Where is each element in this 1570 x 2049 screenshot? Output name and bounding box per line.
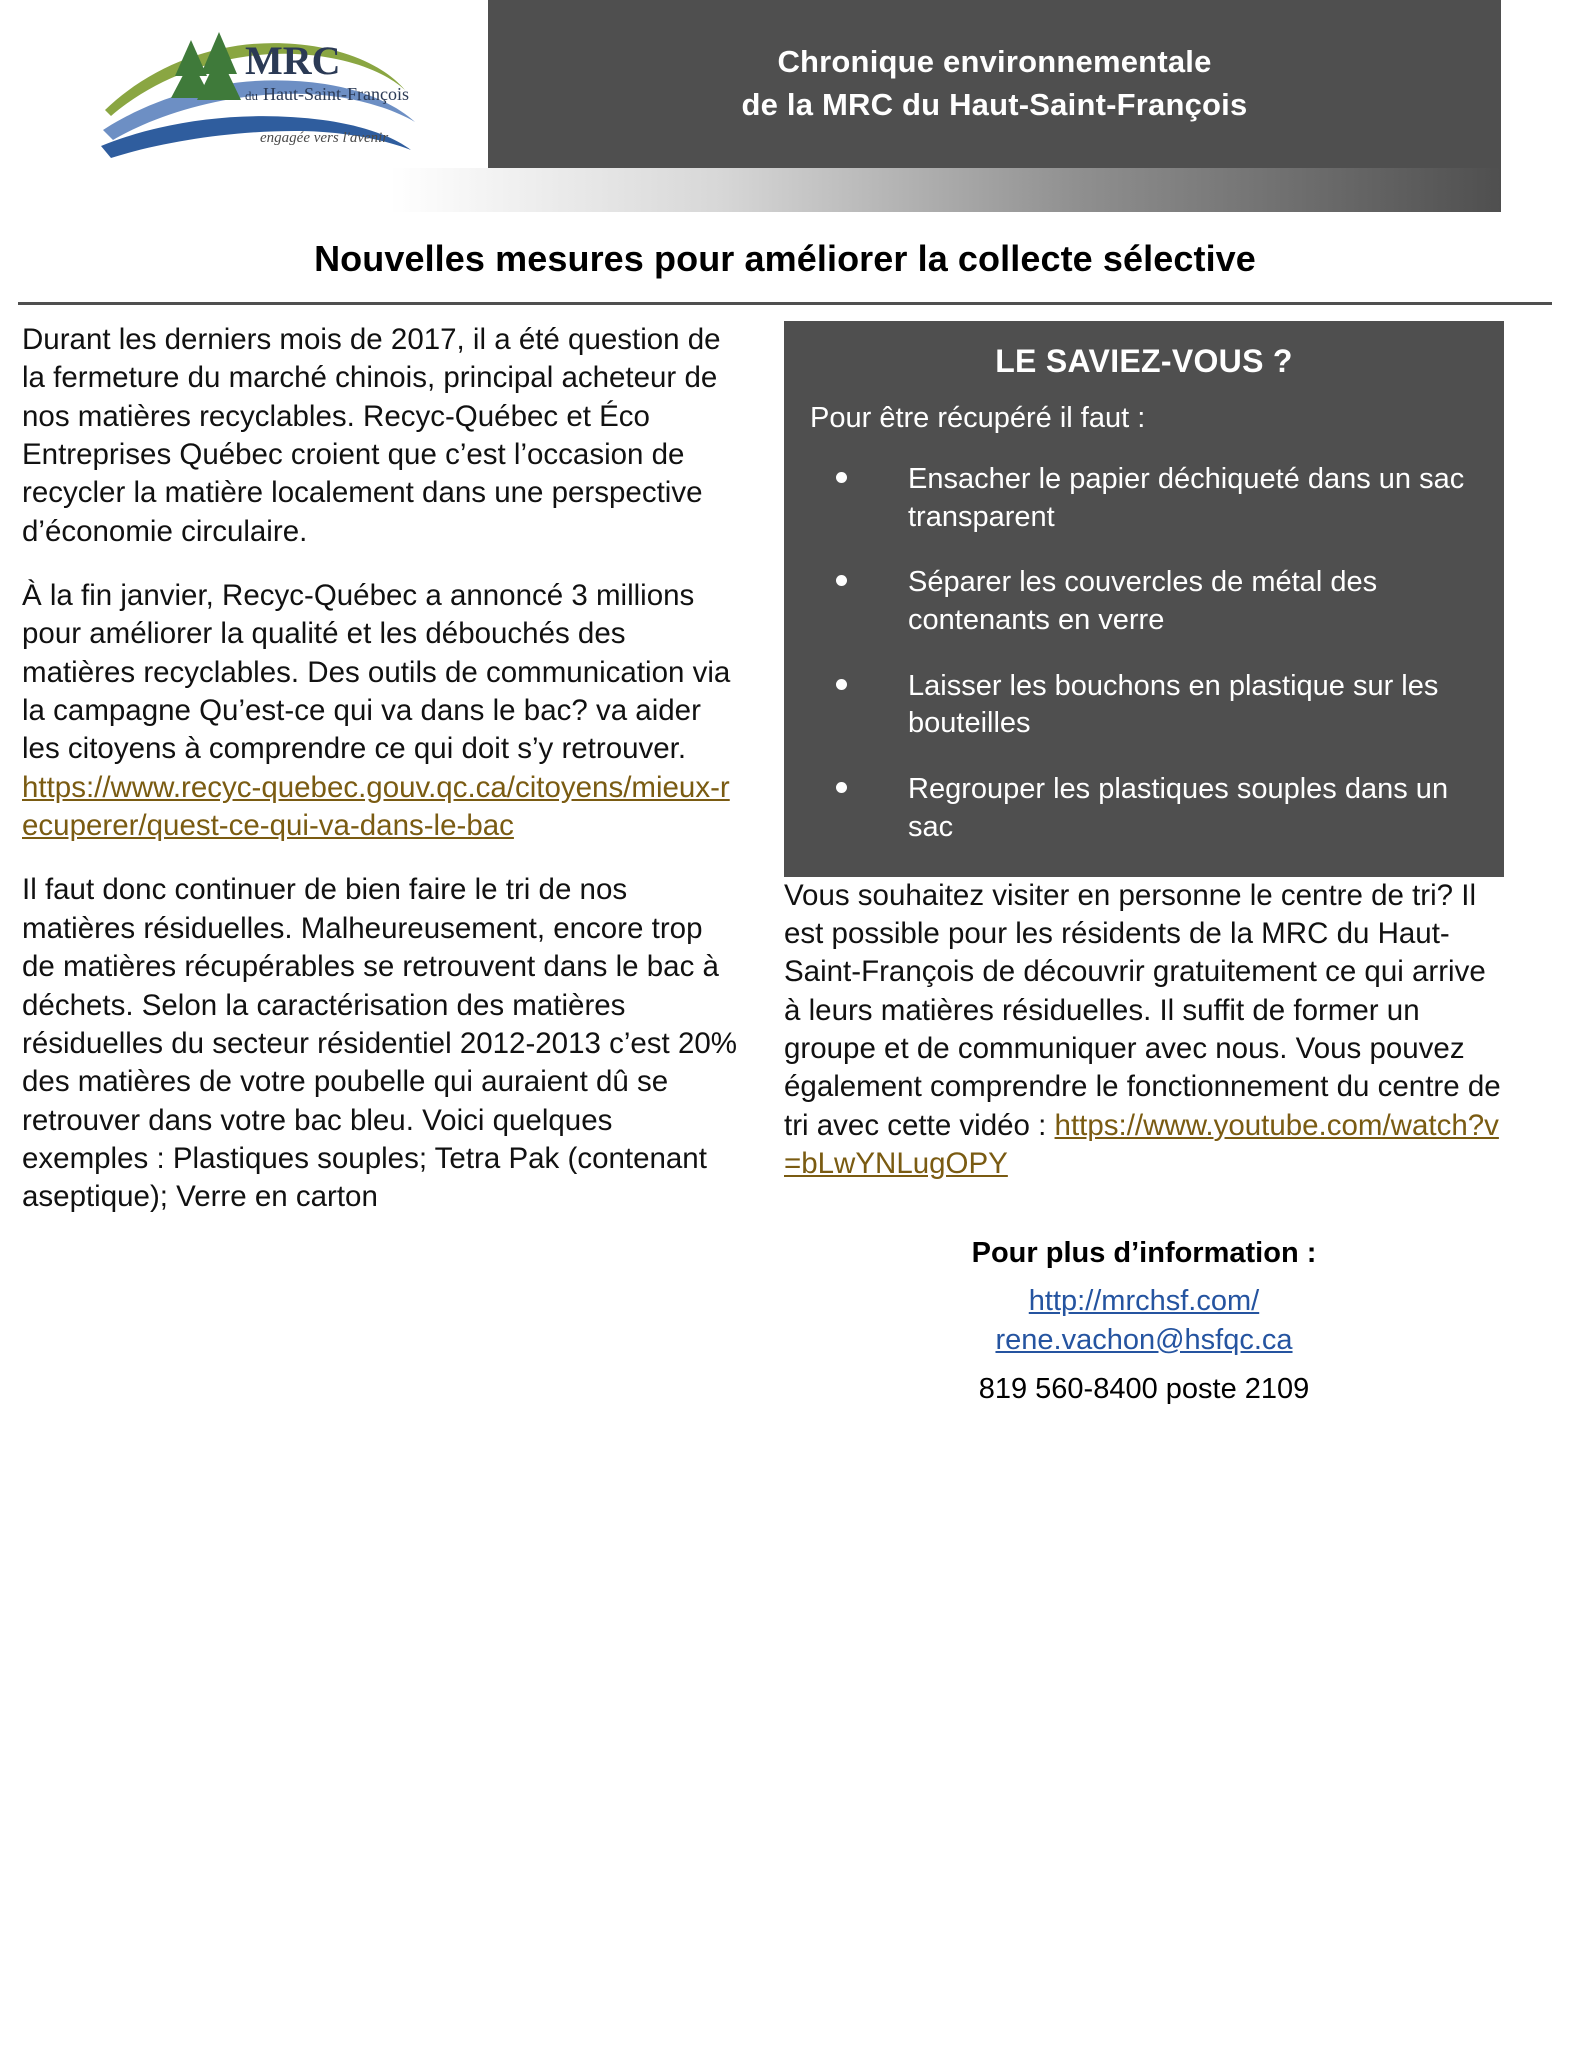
svg-text:Haut-Saint-François: Haut-Saint-François xyxy=(263,84,409,104)
recyc-quebec-link[interactable]: https://www.recyc-quebec.gouv.qc.ca/citoyens/mieux-recuperer/quest-ce-qui-va-dans-le-bac xyxy=(22,770,730,843)
right-paragraph-1 xyxy=(784,877,1504,1184)
svg-text:MRC: MRC xyxy=(245,38,341,83)
svg-text:engagée vers l'avenir: engagée vers l'avenir xyxy=(260,130,389,146)
mrchsf-website-link[interactable]: http://mrchsf.com/ xyxy=(1028,1285,1260,1318)
right-column xyxy=(784,321,1504,1406)
mrc-logo xyxy=(95,18,425,168)
svg-text:du: du xyxy=(245,88,258,103)
header-title xyxy=(742,41,1248,127)
header-title-line2: de la MRC du Haut-Saint-François xyxy=(741,87,1248,122)
bullet-icon xyxy=(836,679,847,690)
phone-number: 819 560-8400 poste 2109 xyxy=(978,1372,1310,1405)
more-info-links xyxy=(784,1282,1504,1359)
header-title-line1: Chronique environnementale xyxy=(777,44,1212,80)
bullet-icon xyxy=(836,575,847,586)
list-item xyxy=(810,461,1478,536)
content-columns xyxy=(0,305,1570,1406)
header-gradient-bar xyxy=(0,168,1501,212)
list-item-label: Laisser les bouchons en plastique sur les bouteilles xyxy=(908,669,1439,740)
list-item-label: Regrouper les plastiques souples dans un sac xyxy=(908,773,1449,843)
right-paragraph-1-text: Vous souhaitez visiter en personne le centre de tri? Il est possible pour les résidents de la MRC du Haut-Saint-François de découvrir gratuitement ce qui arrive à leurs matières résiduelles. Il suffit de former un groupe et de communiquer avec nous. Vous pouvez également comprendre le fonctionnement du centre de tri avec cette vidéo : xyxy=(784,878,1501,1142)
email-link[interactable]: rene.vachon@hsfqc.ca xyxy=(995,1323,1293,1356)
page-title: Nouvelles mesures pour améliorer la collecte sélective xyxy=(314,238,1256,279)
left-link-paragraph xyxy=(22,769,742,846)
left-paragraph-2 xyxy=(22,577,742,769)
left-paragraph-1: Durant les derniers mois de 2017, il a été question de la fermeture du marché chinois, principal acheteur de nos matières recyclables. Recyc-Québec et Éco Entreprises Québec croient que c’est l’occasion de recycler la matière localement dans une perspective d’économie circulaire. xyxy=(22,323,721,548)
bullet-icon xyxy=(836,472,847,483)
left-paragraph-2-text: À la fin janvier, Recyc-Québec a annoncé 3 millions pour améliorer la qualité et les débouchés des matières recyclables. Des outils de communication via la campagne Qu’est-ce qui va dans le bac? va aider les citoyens à comprendre ce qui doit s’y retrouver. xyxy=(22,579,731,766)
did-you-know-box xyxy=(784,321,1504,877)
list-item-label: Ensacher le papier déchiqueté dans un sac transparent xyxy=(908,463,1465,533)
left-column xyxy=(22,321,742,1406)
did-you-know-list xyxy=(810,461,1478,847)
list-item xyxy=(810,668,1478,743)
more-info-title: Pour plus d’information : xyxy=(971,1237,1317,1270)
header-banner xyxy=(488,0,1501,168)
bullet-icon xyxy=(836,782,847,793)
left-paragraph-3: Il faut donc continuer de bien faire le tri de nos matières résiduelles. Malheureusement, encore trop de matières récupérables se retrouvent dans le bac à déchets. Selon la caractérisation des matières résiduelles du secteur résidentiel 2012-2013 c’est 20% des matières de votre poubelle qui auraient dû se retrouver dans votre bac bleu. Voici quelques exemples : Plastiques souples; Tetra Pak (contenant aseptique); Verre en carton xyxy=(22,873,737,1214)
did-you-know-intro: Pour être récupéré il faut : xyxy=(810,402,1146,434)
list-item xyxy=(810,564,1478,639)
did-you-know-title: LE SAVIEZ-VOUS ? xyxy=(995,343,1293,379)
list-item xyxy=(810,771,1478,846)
youtube-video-link[interactable]: https://www.youtube.com/watch?v=bLwYNLugOPY xyxy=(784,1108,1499,1180)
list-item-label: Séparer les couvercles de métal des contenants en verre xyxy=(908,566,1378,637)
page-header xyxy=(0,0,1570,212)
